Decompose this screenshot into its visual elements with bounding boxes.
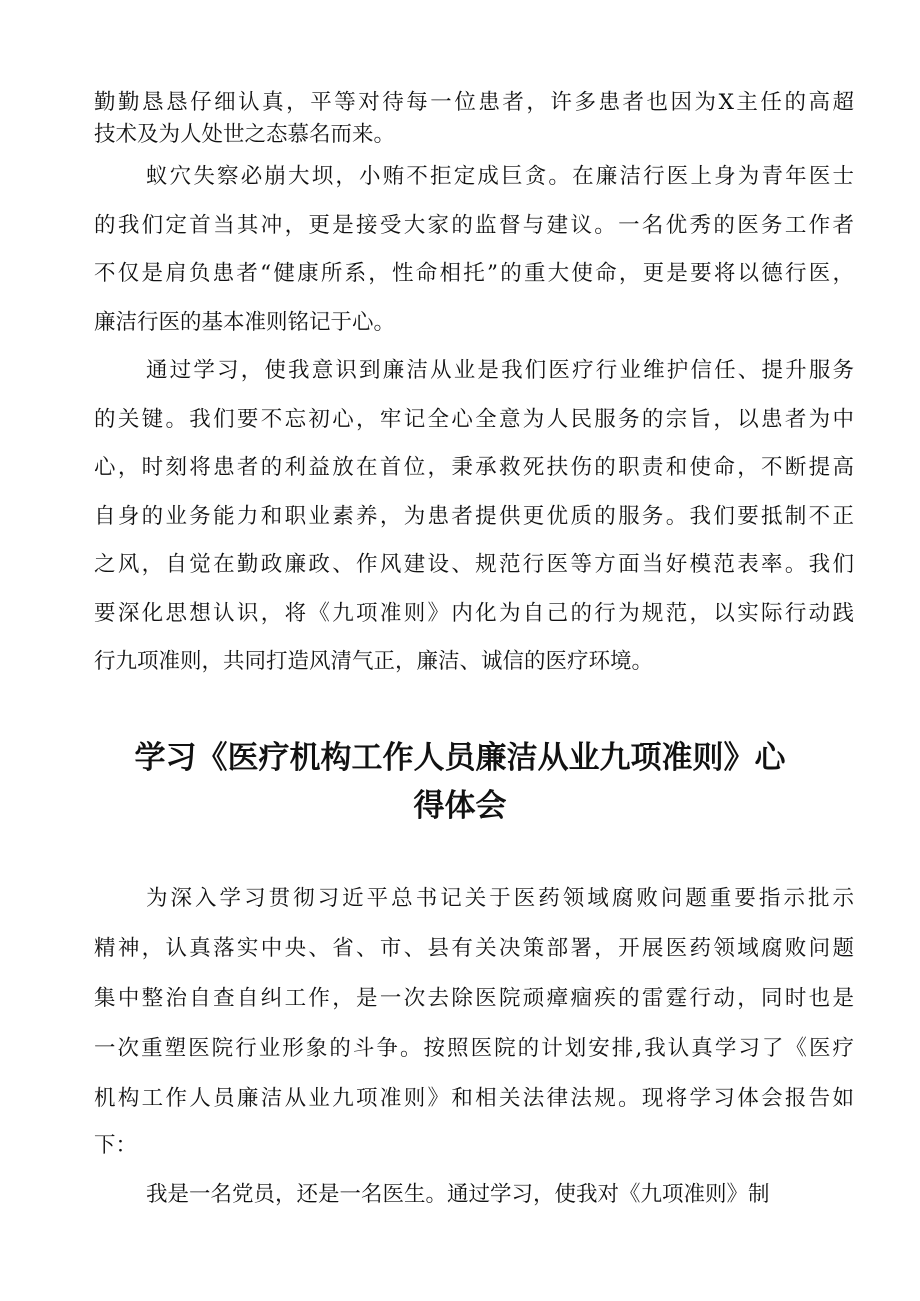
text-line: 之风，自觉在勤政廉政、作风建设、规范行医等方面当好模范表率。我们 xyxy=(94,552,854,577)
text-line: 技术及为人处世之态慕名而来。 xyxy=(94,122,396,147)
text-line: 为深入学习贯彻习近平总书记关于医药领域腐败问题重要指示批示 xyxy=(146,886,854,911)
text-line: 的关键。我们要不忘初心，牢记全心全意为人民服务的宗旨，以患者为中 xyxy=(94,407,854,432)
text-line: 廉洁行医的基本准则铭记于心。 xyxy=(94,310,396,335)
text-line: 我是一名党员，还是一名医生。通过学习，使我对《九项准则》制 xyxy=(146,1182,770,1207)
title-line: 学习《医疗机构工作人员廉洁从业九项准则》心 xyxy=(134,740,786,776)
text-line: 精神，认真落实中央、省、市、县有关决策部署，开展医药领域腐败问题 xyxy=(94,936,854,961)
text-line: 不仅是肩负患者“健康所系，性命相托”的重大使命，更是要将以德行医， xyxy=(94,261,854,286)
text-line: 一次重塑医院行业形象的斗争。按照医院的计划安排,我认真学习了《医疗 xyxy=(94,1036,854,1061)
text-line: 机构工作人员廉洁从业九项准则》和相关法律法规。现将学习体会报告如 xyxy=(94,1086,854,1111)
text-line: 要深化思想认识，将《九项准则》内化为自己的行为规范，以实际行动践 xyxy=(94,601,854,626)
text-line: 勤勤恳恳仔细认真，平等对待每一位患者，许多患者也因为X主任的高超 xyxy=(94,90,854,115)
text-line: 通过学习，使我意识到廉洁从业是我们医疗行业维护信任、提升服务 xyxy=(146,358,854,383)
text-line: 集中整治自查自纠工作，是一次去除医院顽瘴痼疾的雷霆行动，同时也是 xyxy=(94,986,854,1011)
text-line: 蚁穴失察必崩大坝，小贿不拒定成巨贪。在廉洁行医上身为青年医士 xyxy=(146,164,854,189)
text-line: 心，时刻将患者的利益放在首位，秉承救死扶伤的职责和使命，不断提高 xyxy=(94,455,854,480)
text-line: 下： xyxy=(94,1133,138,1158)
title-line: 得体会 xyxy=(413,788,507,824)
text-line: 行九项准则，共同打造风清气正，廉洁、诚信的医疗环境。 xyxy=(94,649,654,674)
text-line: 自身的业务能力和职业素养，为患者提供更优质的服务。我们要抵制不正 xyxy=(94,504,854,529)
text-line: 的我们定首当其冲，更是接受大家的监督与建议。一名优秀的医务工作者 xyxy=(94,213,854,238)
